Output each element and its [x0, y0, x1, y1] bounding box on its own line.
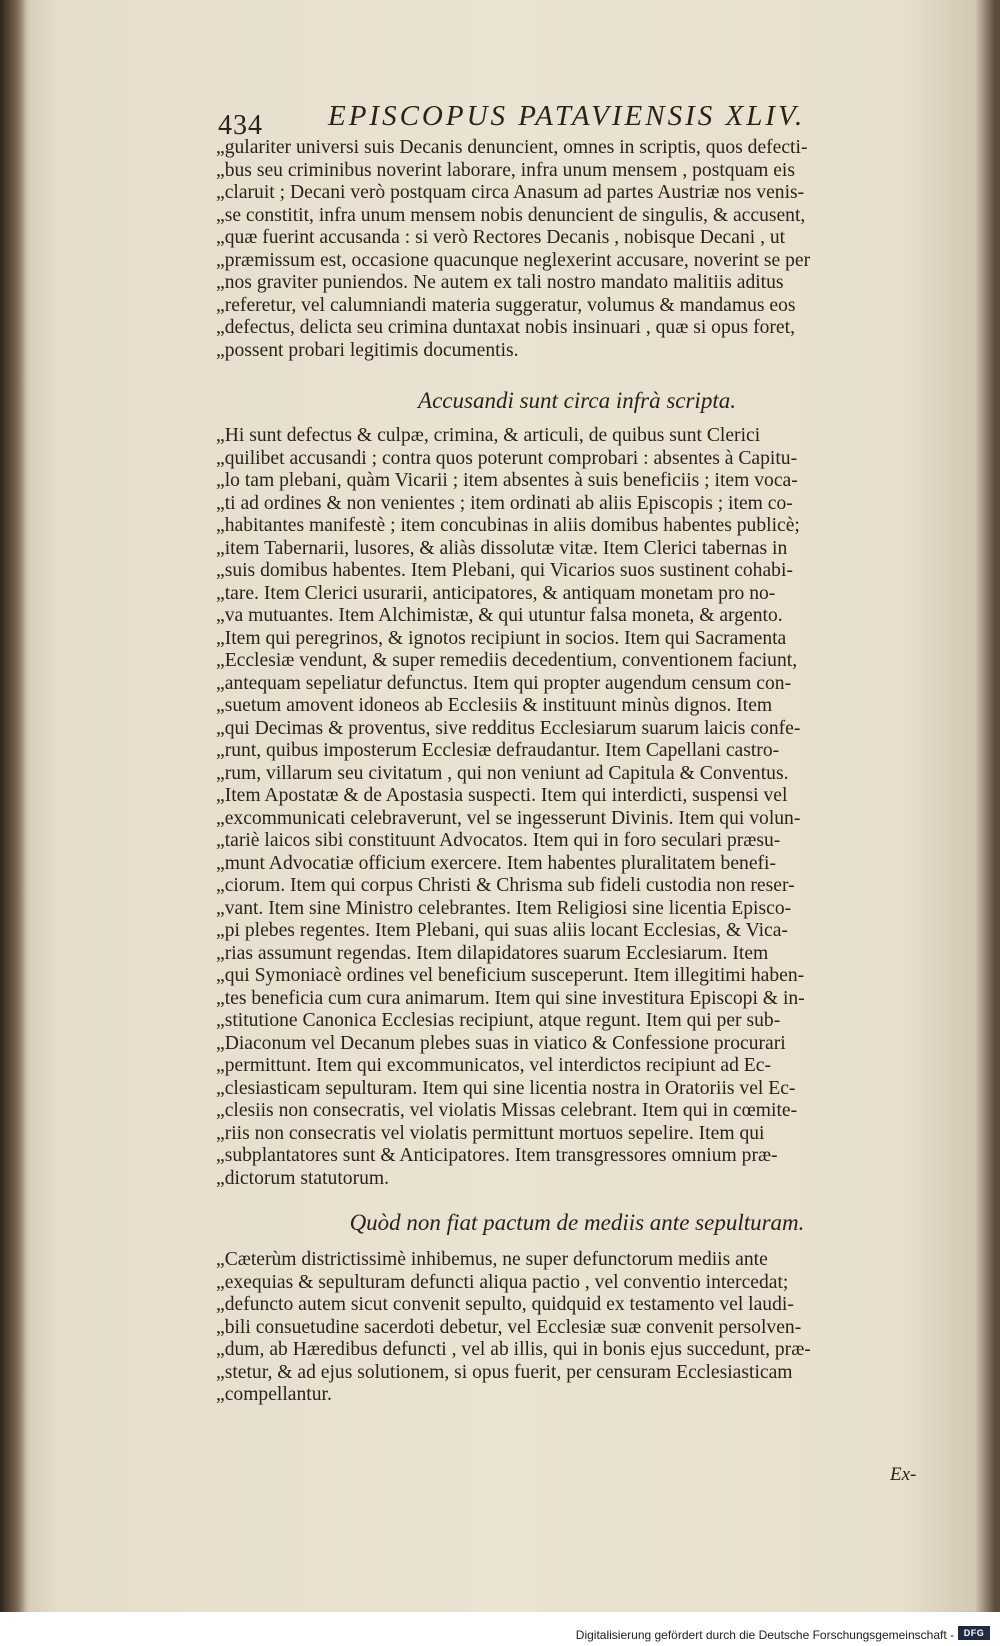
text-line: „referetur, vel calumniandi materia suggeratur, volumus & mandamus eos — [216, 294, 796, 316]
text-line: „Ecclesiæ vendunt, & super remediis decedentium, conventionem faciunt, — [216, 650, 798, 671]
text-line: „vant. Item sine Ministro celebrantes. Item Religiosi sine licentia Episco- — [216, 897, 792, 919]
text-line: „lo tam plebani, quàm Vicarii ; item absentes à suis beneficiis ; item voca- — [216, 470, 798, 491]
text-line: „defectus, delicta seu crimina duntaxat nobis insinuari , quæ si opus foret, — [216, 317, 795, 338]
running-head: EPISCOPUS PATAVIENSIS XLIV. — [328, 100, 806, 132]
text-line: „claruit ; Decani verò postquam circa Anasum ad partes Austriæ nos venis- — [216, 182, 805, 203]
text-line: „pi plebes regentes. Item Plebani, qui suas aliis locant Ecclesias, & Vica- — [216, 920, 788, 941]
text-block-2 — [216, 425, 938, 1190]
text-line: „nos graviter puniendos. Ne autem ex tali nostro mandato malitiis aditus — [216, 272, 784, 293]
text-line: „riis non consecratis vel violatis permittunt mortuos sepelire. Item qui — [216, 1122, 765, 1144]
text-line: „runt, quibus imposterum Ecclesiæ defraudantur. Item Capellani castro- — [216, 740, 780, 761]
text-line: „munt Advocatiæ officium exercere. Item habentes pluralitatem benefi- — [216, 852, 777, 874]
text-line: „Item qui peregrinos, & ignotos recipiunt in socios. Item qui Sacramenta — [216, 627, 787, 649]
text-line: „antequam sepeliatur defunctus. Item qui propter augendum censum con- — [216, 672, 792, 694]
text-line: „exequias & sepulturam defuncti aliqua pactio , vel conventio intercedat; — [216, 1271, 789, 1293]
footer-credit: Digitalisierung gefördert durch die Deutsche Forschungsgemeinschaft - — [575, 1628, 954, 1642]
text-line: „suis domibus habentes. Item Plebani, qui Vicarios suos sustinent cohabi- — [216, 560, 793, 581]
text-line: „rum, villarum seu civitatum , qui non veniunt ad Capitula & Conventus. — [216, 762, 789, 784]
dfg-logo: DFG — [958, 1626, 990, 1640]
text-line: „tes beneficia cum cura animarum. Item qui sine investitura Episcopi & in- — [216, 987, 805, 1009]
text-block-3 — [216, 1249, 938, 1407]
text-line: „va mutuantes. Item Alchimistæ, & qui utuntur falsa moneta, & argento. — [216, 605, 783, 626]
text-line: „Cæterùm districtissimè inhibemus, ne super defunctorum mediis ante — [216, 1249, 768, 1270]
text-block-1 — [216, 137, 938, 362]
book-gutter-shadow — [0, 0, 26, 1612]
text-line: „stetur, & ad ejus solutionem, si opus fuerit, per censuram Ecclesiasticam — [216, 1361, 793, 1383]
text-line: „ti ad ordines & non venientes ; item ordinati ab aliis Episcopis ; item co- — [216, 492, 793, 514]
text-line: „excommunicati celebraverunt, vel se ingesserunt Divinis. Item qui volun- — [216, 807, 801, 829]
text-line: „permittunt. Item qui excommunicatos, vel interdictos recipiunt ad Ec- — [216, 1055, 771, 1076]
text-line: „habitantes manifestè ; item concubinas in aliis domibus habentes publicè; — [216, 515, 800, 536]
page-header — [218, 100, 918, 140]
text-line: „Diaconum vel Decanum plebes suas in viatico & Confessione procurari — [216, 1032, 786, 1054]
text-line: „quilibet accusandi ; contra quos poterunt comprobari : absentes à Capitu- — [216, 447, 798, 469]
text-line: „possent probari legitimis documentis. — [216, 339, 519, 361]
text-line: „suetum amovent idoneos ab Ecclesiis & instituunt minùs dignos. Item — [216, 695, 773, 716]
section-heading-2: Quòd non fiat pactum de mediis ante sepulturam. — [349, 1210, 805, 1235]
text-line: „se constitit, infra unum mensem nobis denuncient de singulis, & accusent, — [216, 204, 806, 226]
text-line: „rias assumunt regendas. Item dilapidatores suarum Ecclesiarum. Item — [216, 942, 769, 964]
page-number: 434 — [218, 110, 263, 141]
text-line: „qui Decimas & proventus, sive redditus Ecclesiarum suarum laicis confe- — [216, 717, 801, 739]
text-line: „quæ fuerint accusanda : si verò Rectores Decanis , nobisque Decani , ut — [216, 227, 786, 248]
text-line: „dum, ab Hæredibus defuncti , vel ab illis, qui in bonis ejus succedunt, præ- — [216, 1339, 811, 1360]
text-line: „stitutione Canonica Ecclesias recipiunt, atque regunt. Item qui per sub- — [216, 1010, 781, 1031]
text-line: „clesiis non consecratis, vel violatis Missas celebrant. Item qui in cœmite- — [216, 1100, 798, 1121]
text-line: „gulariter universi suis Decanis denuncient, omnes in scriptis, quos defecti- — [216, 137, 808, 158]
text-line: „Hi sunt defectus & culpæ, crimina, & articuli, de quibus sunt Clerici — [216, 425, 761, 446]
text-line: „item Tabernarii, lusores, & aliàs dissolutæ vitæ. Item Clerici tabernas in — [216, 537, 788, 559]
text-line: „bili consuetudine sacerdoti debetur, vel Ecclesiæ suæ convenit persolven- — [216, 1316, 802, 1338]
text-line: „tare. Item Clerici usurarii, anticipatores, & antiquam monetam pro no- — [216, 582, 776, 604]
text-line: „præmissum est, occasione quacunque neglexerint accusare, noverint se per — [216, 249, 811, 271]
text-line: „compellantur. — [216, 1384, 332, 1405]
section-heading-1: Accusandi sunt circa infrà scripta. — [418, 388, 736, 413]
text-line: „tariè laicos sibi constituunt Advocatos. Item qui in foro seculari præsu- — [216, 830, 781, 851]
text-line: „ciorum. Item qui corpus Christi & Chrisma sub fideli custodia non reser- — [216, 875, 795, 896]
text-line: „clesiasticam sepulturam. Item qui sine licentia nostra in Oratoriis vel Ec- — [216, 1077, 796, 1099]
text-line: „dictorum statutorum. — [216, 1167, 390, 1189]
text-line: „bus seu criminibus noverint laborare, infra unum mensem , postquam eis — [216, 159, 795, 181]
text-line: „qui Symoniacè ordines vel beneficium susceperunt. Item illegitimi haben- — [216, 965, 805, 986]
text-line: „Item Apostatæ & de Apostasia suspecti. Item qui interdicti, suspensi vel — [216, 785, 788, 806]
text-line: „defuncto autem sicut convenit sepulto, quidquid ex testamento vel laudi- — [216, 1294, 794, 1315]
text-line: „subplantatores sunt & Anticipatores. Item transgressores omnium præ- — [216, 1145, 778, 1166]
catchword: Ex- — [890, 1464, 917, 1485]
